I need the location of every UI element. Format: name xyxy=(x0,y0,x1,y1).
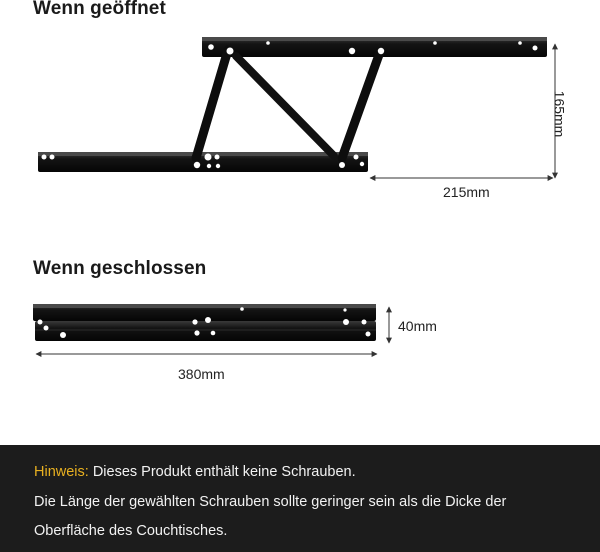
note-line-1 xyxy=(34,464,356,480)
open-mechanism xyxy=(38,37,555,178)
closed-lower-rail xyxy=(35,321,376,341)
closed-mechanism xyxy=(33,304,389,354)
note-key: Hinweis: xyxy=(34,464,89,480)
open-width-label: 215mm xyxy=(443,184,490,200)
note-line-3: Oberfläche des Couchtisches. xyxy=(34,523,228,539)
left-arm xyxy=(196,50,228,158)
open-height-label: 165mm xyxy=(551,90,568,138)
note-banner xyxy=(0,445,600,552)
open-state-heading: Wenn geöffnet xyxy=(33,0,166,19)
closed-state-heading: Wenn geschlossen xyxy=(33,258,207,279)
right-arm xyxy=(342,52,380,158)
closed-length-label: 380mm xyxy=(178,366,225,382)
note-line-2: Die Länge der gewählten Schrauben sollte geringer sein als die Dicke der xyxy=(34,494,507,510)
diagonal-brace xyxy=(236,56,334,156)
closed-height-label: 40mm xyxy=(398,318,437,334)
note-text-1: Dieses Produkt enthält keine Schrauben. xyxy=(92,464,356,480)
